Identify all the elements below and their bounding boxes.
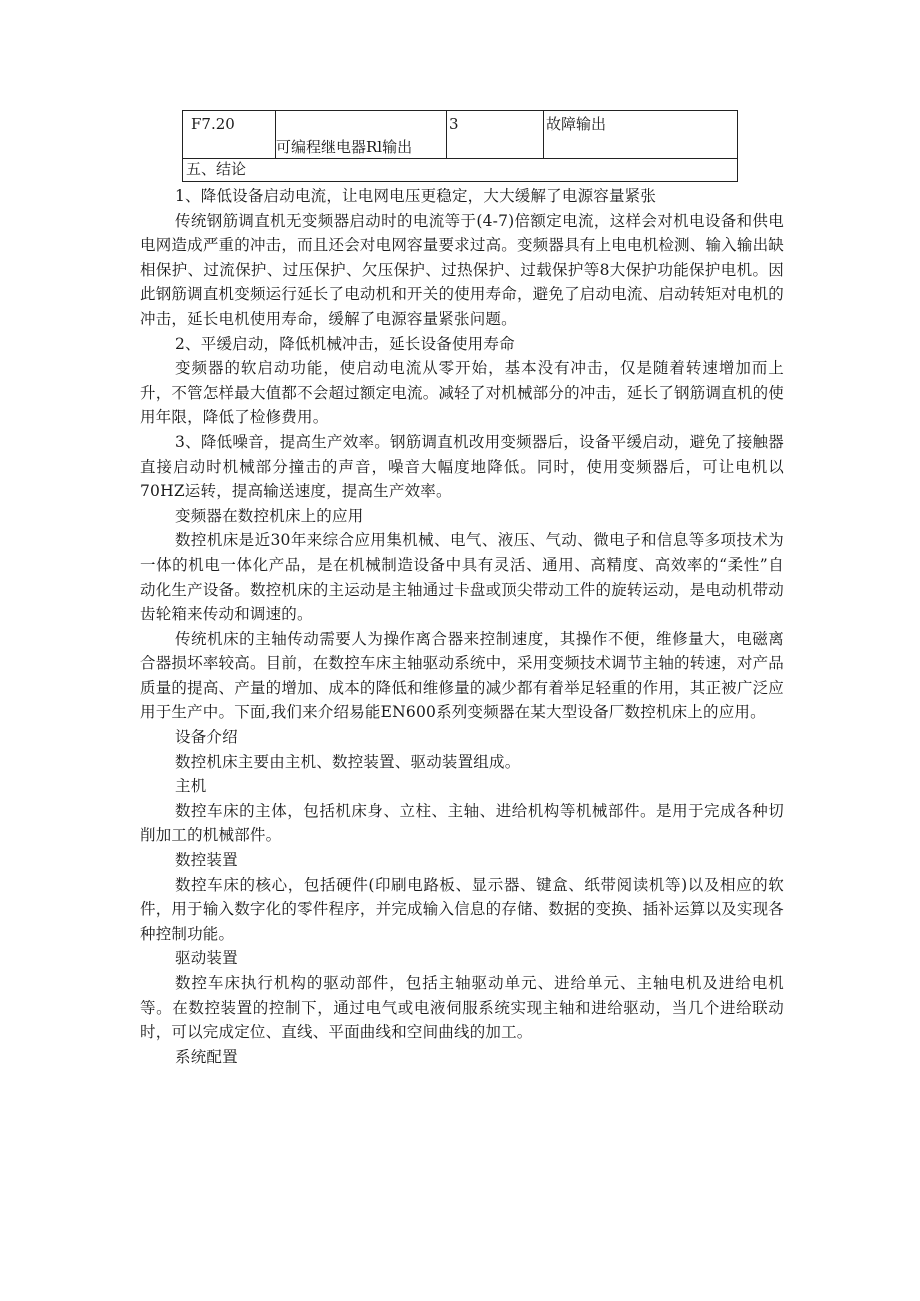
param-desc-cell: 故障输出	[544, 111, 738, 159]
paragraph: 数控车床的主体，包括机床身、立柱、主轴、进给机构等机械部件。是用于完成各种切削加工的机械部件。	[140, 801, 784, 845]
table-row	[183, 159, 738, 182]
list-item: 2、平缓启动，降低机械冲击，延长设备使用寿命	[175, 334, 515, 353]
subsection-heading: 数控装置	[175, 851, 238, 870]
paragraph: 传统钢筋调直机无变频器启动时的电流等于(4-7)倍额定电流，这样会对机电设备和供电电网造成严重的冲击，而且还会对电网容量要求过高。变频器具有上电电机检测、输入输出缺相保护、过流保护、过压保护、欠压保护、过热保护、过载保护等8大保护功能保护电机。因此钢筋调直机变频运行延长了电动机和开关的使用寿命，避免了启动电流、启动转矩对电机的冲击，延长电机使用寿命，缓解了电源容量紧张问题。	[140, 211, 784, 328]
paragraph: 3、降低噪音，提高生产效率。钢筋调直机改用变频器后，设备平缓启动，避免了接触器直接启动时机械部分撞击的声音，噪音大幅度地降低。同时，使用变频器后，可让电机以70HZ运转，提高输送速度，提高生产效率。	[140, 432, 784, 501]
paragraph: 数控机床主要由主机、数控装置、驱动装置组成。	[175, 752, 521, 771]
list-item: 1、降低设备启动电流，让电网电压更稳定，大大缓解了电源容量紧张	[175, 187, 657, 205]
subsection-heading: 主机	[175, 777, 207, 796]
subsection-heading: 驱动装置	[175, 949, 238, 968]
paragraph: 变频器的软启动功能，使启动电流从零开始，基本没有冲击，仅是随着转速增加而上升，不管怎样最大值都不会超过额定电流。减轻了对机械部分的冲击，延长了钢筋调直机的使用年限，降低了检修费用。	[140, 359, 784, 427]
section-heading: 变频器在数控机床上的应用	[175, 506, 364, 525]
param-name-cell: 可编程继电器Rl输出	[276, 111, 447, 159]
param-code-cell: F7.20	[183, 111, 276, 159]
section-heading: 设备介绍	[175, 728, 238, 747]
parameter-table	[182, 110, 738, 182]
section-heading-cell: 五、结论	[183, 159, 738, 182]
body-text	[140, 184, 784, 1069]
table-row	[183, 111, 738, 159]
subsection-heading: 系统配置	[175, 1047, 238, 1066]
paragraph: 传统机床的主轴传动需要人为操作离合器来控制速度，其操作不便，维修量大，电磁离合器损坏率较高。目前，在数控车床主轴驱动系统中，采用变频技术调节主轴的转速，对产品质量的提高、产量的增加、成本的降低和维修量的减少都有着举足轻重的作用，其正被广泛应用于生产中。下面,我们来介绍易能EN600系列变频器在某大型设备厂数控机床上的应用。	[140, 629, 784, 722]
paragraph: 数控机床是近30年来综合应用集机械、电气、液压、气动、微电子和信息等多项技术为一体的机电一体化产品，是在机械制造设备中具有灵活、通用、高精度、高效率的“柔性”自动化生产设备。数控机床的主运动是主轴通过卡盘或顶尖带动工件的旋转运动，是电动机带动齿轮箱来传动和调速的。	[140, 531, 784, 624]
paragraph: 数控车床的核心，包括硬件(印刷电路板、显示器、键盒、纸带阅读机等)以及相应的软件，用于输入数字化的零件程序，并完成输入信息的存储、数据的变换、插补运算以及实现各种控制功能。	[140, 875, 784, 943]
paragraph: 数控车床执行机构的驱动部件，包括主轴驱动单元、进给单元、主轴电机及进给电机等。在数控装置的控制下，通过电气或电液伺服系统实现主轴和进给驱动，当几个进给联动时，可以完成定位、直线、平面曲线和空间曲线的加工。	[140, 974, 784, 1042]
param-value-cell: 3	[447, 111, 544, 159]
